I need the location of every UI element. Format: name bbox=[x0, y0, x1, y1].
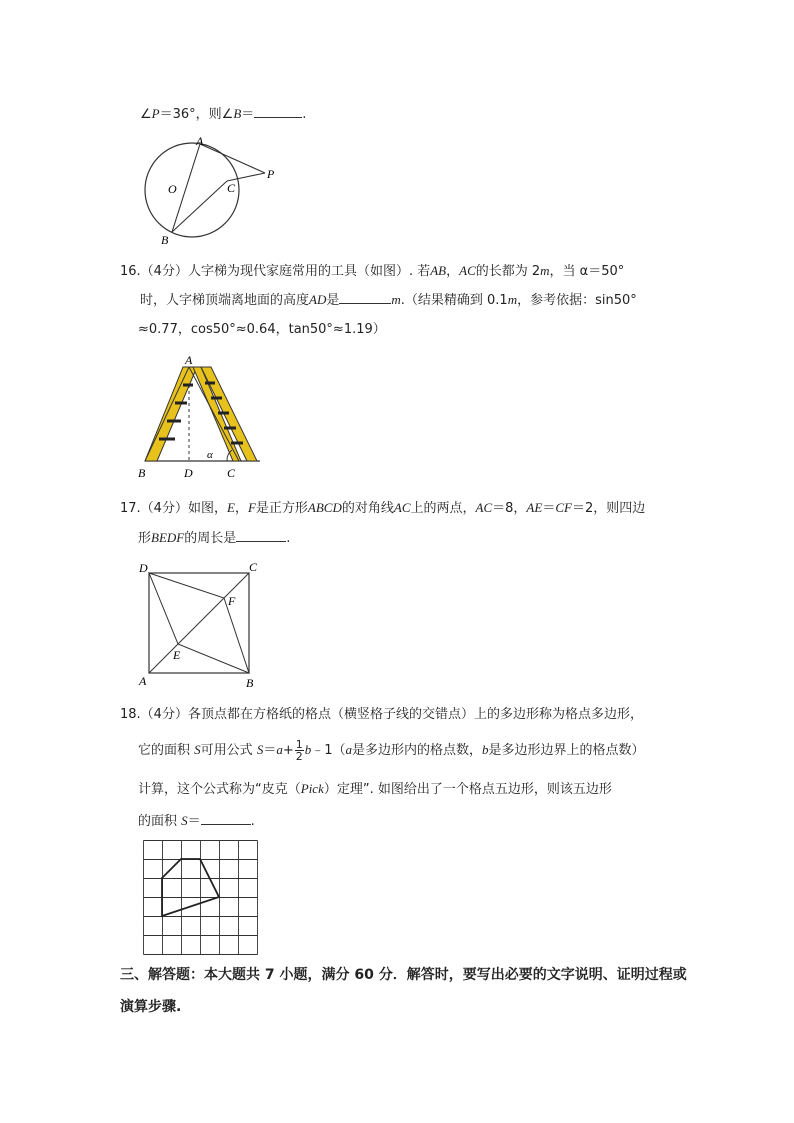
q17-var-ae: AE bbox=[526, 500, 543, 515]
q18-grid-figure bbox=[143, 840, 261, 956]
q18-var-a2: a bbox=[345, 742, 353, 757]
q17-square-figure bbox=[136, 560, 266, 690]
q18-text-area: 它的面积 bbox=[138, 743, 191, 758]
q15-label-a: A bbox=[196, 134, 204, 148]
q16-ladder-figure bbox=[135, 353, 275, 483]
q18-number: 18.（4分） bbox=[120, 707, 188, 722]
q18-line3 bbox=[138, 780, 612, 799]
q15-var-b: B bbox=[233, 106, 242, 121]
q15-var-p: P bbox=[151, 106, 160, 121]
q17-text-e: ＝8， bbox=[492, 501, 527, 516]
q15-line-cp bbox=[227, 173, 265, 181]
q15-label-p: P bbox=[267, 167, 275, 181]
q18-minus-one: ﹣1（ bbox=[311, 743, 346, 758]
q15-circle-figure bbox=[130, 135, 290, 250]
q18-frac-num: 1 bbox=[295, 738, 303, 751]
q17-label-a: A bbox=[139, 674, 147, 688]
q18-var-b2: b bbox=[482, 742, 489, 757]
q17-text-a: 如图， bbox=[187, 501, 227, 516]
q18-grid-lines bbox=[144, 841, 258, 955]
q16-answer-unit: m bbox=[391, 292, 401, 307]
section3-heading-line1: 三、解答题：本大题共 7 小题，满分 60 分．解答时，要写出必要的文字说明、证明过程或 bbox=[120, 967, 687, 983]
q18-eq: ＝ bbox=[263, 743, 277, 758]
q18-text-a-def: 是多边形内的格点数， bbox=[352, 743, 483, 758]
q16-line2 bbox=[140, 291, 637, 310]
q17-sep: ， bbox=[234, 501, 248, 516]
q17-var-e: E bbox=[226, 500, 235, 515]
q15-angle-symbol: ∠ bbox=[140, 107, 152, 122]
q16-label-a: A bbox=[185, 353, 193, 367]
q18-fraction-half bbox=[295, 739, 304, 762]
q16-sep: ， bbox=[446, 264, 460, 279]
q15-period: . bbox=[302, 107, 307, 122]
q17-label-f: F bbox=[228, 594, 236, 608]
q16-text-ref: ，参考依据：sin50° bbox=[517, 293, 637, 308]
q15-answer-blank[interactable] bbox=[254, 105, 302, 118]
q16-label-d: D bbox=[184, 466, 193, 480]
q18-text-called: 计算，这个公式称为“皮克（ bbox=[138, 782, 301, 797]
q18-var-a: a bbox=[276, 742, 283, 757]
q16-text-c: ，当 α＝50° bbox=[549, 264, 625, 279]
q16-line3: ≈0.77，cos50°≈0.64，tan50°≈1.19） bbox=[138, 322, 386, 337]
q16-label-b: B bbox=[138, 466, 146, 480]
q15-label-c: C bbox=[227, 181, 236, 195]
q18-period: . bbox=[250, 814, 255, 829]
q18-line1 bbox=[120, 706, 643, 724]
q16-line1 bbox=[120, 262, 624, 281]
q15-text-mid: ＝36°，则∠ bbox=[159, 107, 234, 122]
q16-text-b: 的长都为 2 bbox=[475, 264, 541, 279]
q16-var-ac: AC bbox=[459, 263, 476, 278]
q17-var-ac2: AC bbox=[475, 500, 493, 515]
q15-label-o: O bbox=[168, 182, 177, 196]
q18-frac-den: 2 bbox=[295, 750, 303, 763]
q17-var-ac: AC bbox=[393, 500, 411, 515]
q15-question-tail bbox=[140, 105, 306, 124]
q18-answer-blank[interactable] bbox=[201, 812, 251, 825]
section3-heading-line2: 演算步骤. bbox=[120, 999, 182, 1015]
q17-var-cf: CF bbox=[555, 500, 572, 515]
q16-unit-m: m bbox=[540, 263, 550, 278]
q17-text-b: 是正方形 bbox=[255, 501, 308, 516]
q18-text-theorem: ）定理”. 如图给出了一个格点五边形，则该五边形 bbox=[323, 782, 612, 797]
q17-text-f: ＝2，则四边 bbox=[571, 501, 646, 516]
q17-label-e: E bbox=[173, 648, 181, 662]
q18-eq2: ＝ bbox=[187, 814, 201, 829]
q17-line2 bbox=[138, 529, 290, 548]
q16-text: 人字梯为现代家庭常用的工具（如图）. 若 bbox=[187, 264, 431, 279]
q16-text-is: 是 bbox=[326, 293, 340, 308]
q17-eq: ＝ bbox=[542, 501, 556, 516]
q17-period: . bbox=[286, 531, 291, 546]
q16-var-ad: AD bbox=[309, 292, 327, 307]
q17-line1 bbox=[120, 499, 645, 518]
q16-label-c: C bbox=[227, 466, 236, 480]
q18-plus: + bbox=[282, 743, 294, 758]
q18-var-b: b bbox=[304, 742, 312, 757]
q17-text-c: 的对角线 bbox=[341, 501, 394, 516]
q18-line4 bbox=[138, 812, 255, 831]
q18-text-area2: 的面积 bbox=[138, 814, 178, 829]
q16-text-line2: 时，人字梯顶端离地面的高度 bbox=[140, 293, 310, 308]
q18-text-b-def: 是多边形边界上的格点数） bbox=[488, 743, 645, 758]
q18-var-s3: S bbox=[181, 813, 188, 828]
q17-diagonal-ac bbox=[149, 573, 249, 673]
q15-label-b: B bbox=[161, 233, 169, 247]
q16-unit-m2: m bbox=[507, 292, 518, 307]
q18-var-s: S bbox=[194, 742, 201, 757]
q16-number: 16.（4分） bbox=[120, 264, 188, 279]
q15-line-ap bbox=[200, 144, 265, 173]
q17-label-c: C bbox=[249, 560, 258, 574]
q18-pick: Pick bbox=[300, 781, 324, 796]
q16-var-ab: AB bbox=[430, 263, 447, 278]
q18-line2 bbox=[138, 738, 645, 763]
q15-eq: ＝ bbox=[241, 107, 255, 122]
q18-var-s2: S bbox=[256, 742, 264, 757]
q16-answer-blank[interactable] bbox=[339, 291, 391, 304]
q17-text-shape: 形 bbox=[138, 531, 152, 546]
q17-answer-blank[interactable] bbox=[236, 529, 286, 542]
q17-number: 17.（4分） bbox=[120, 501, 188, 516]
q17-var-bedf: BEDF bbox=[151, 530, 185, 545]
q17-var-f: F bbox=[247, 500, 256, 515]
q17-label-d: D bbox=[139, 561, 148, 575]
q18-lattice-pentagon bbox=[162, 859, 219, 916]
q17-text-perimeter: 的周长是 bbox=[184, 531, 237, 546]
q17-var-abcd: ABCD bbox=[307, 500, 342, 515]
q18-text-line1: 各顶点都在方格纸的格点（横竖格子线的交错点）上的多边形称为格点多边形， bbox=[187, 707, 643, 722]
q16-label-alpha: α bbox=[207, 449, 213, 461]
q17-text-d: 上的两点， bbox=[410, 501, 476, 516]
q18-text-formula: 可用公式 bbox=[200, 743, 253, 758]
q16-text-precision: .（结果精确到 0.1 bbox=[400, 293, 508, 308]
q17-label-b: B bbox=[246, 676, 254, 690]
q16-line-ab bbox=[145, 367, 189, 461]
q15-circle bbox=[145, 143, 239, 237]
